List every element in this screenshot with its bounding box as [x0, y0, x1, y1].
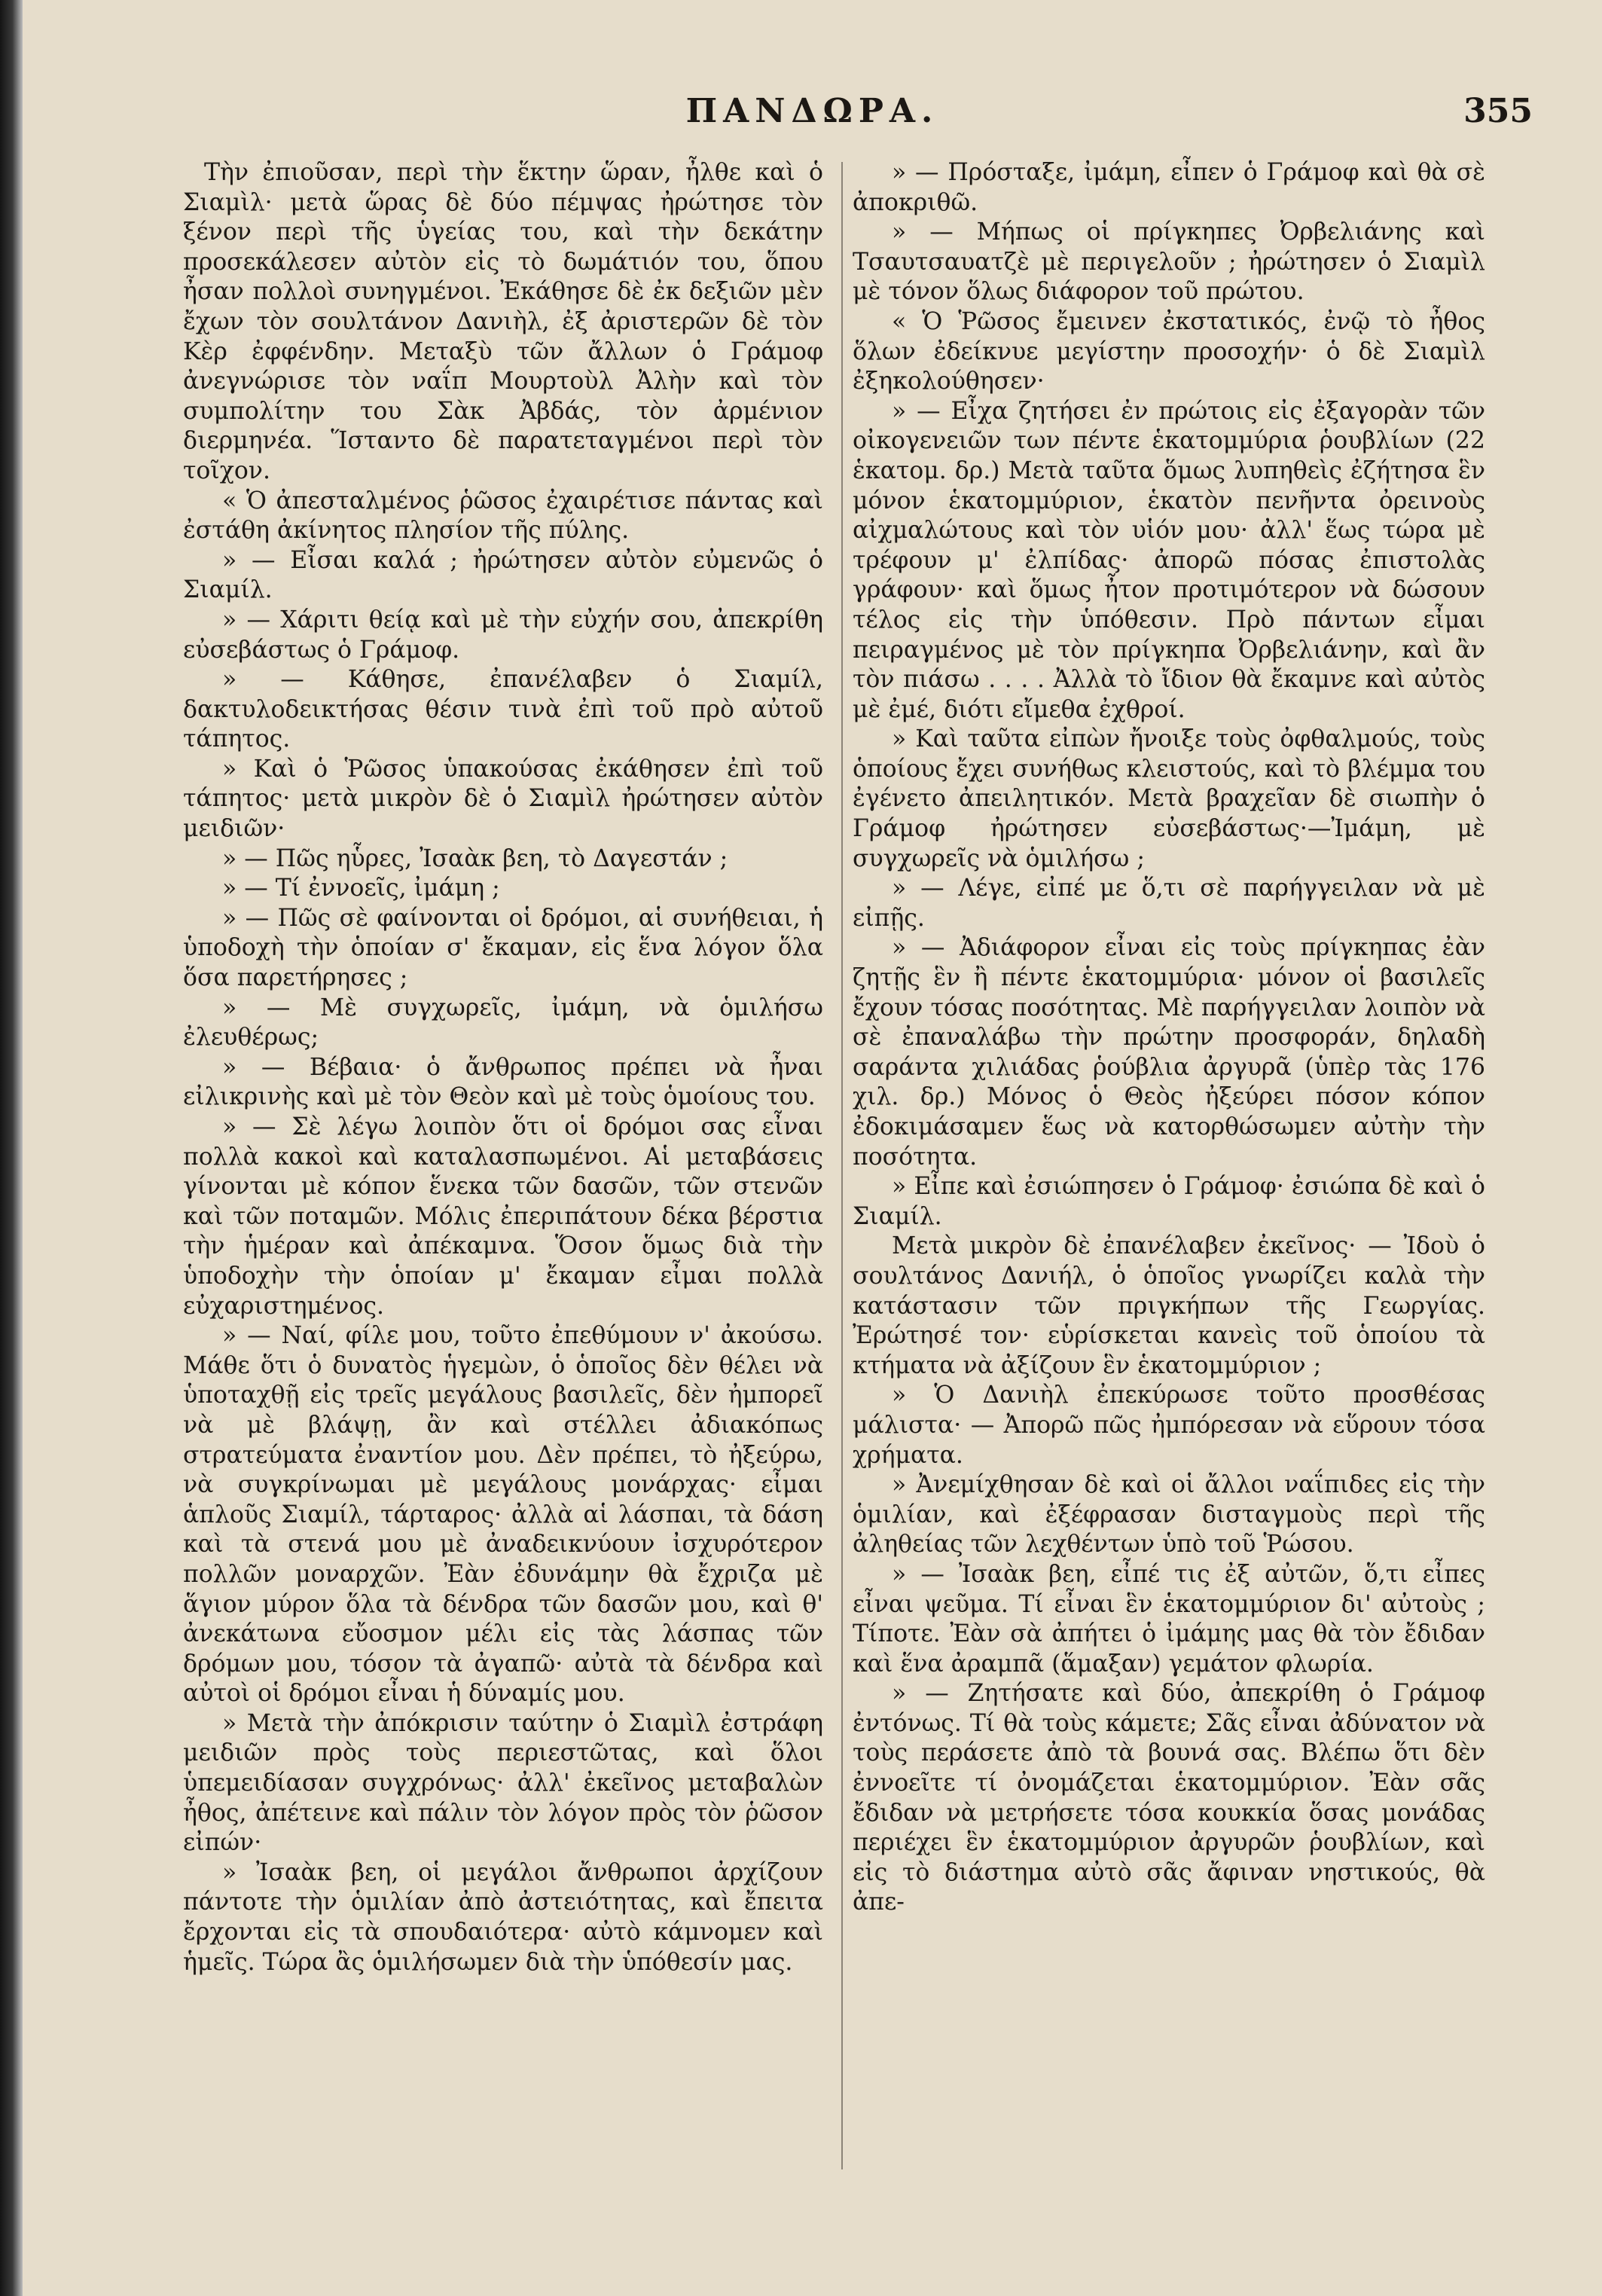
paragraph: » Ἰσαὰκ βεη, οἱ μεγάλοι ἄνθρωποι ἀρχίζουν πάντοτε τὴν ὁμιλίαν ἀπὸ ἀστειότητας, καὶ ἔπειτα ἔρχονται εἰς τὰ σπουδαιότερα· αὐτὸ κάμνομεν καὶ ἡμεῖς. Τώρα ἂς ὁμιλήσωμεν διὰ τὴν ὑπόθεσίν μας.: [183, 1858, 823, 1976]
paragraph: » — Τί ἐννοεῖς, ἰμάμη ;: [222, 875, 500, 902]
paragraph: » Εἶπε καὶ ἐσιώπησεν ὁ Γράμοφ· ἐσιώπα δὲ καὶ ὁ Σιαμίλ.: [853, 1173, 1485, 1230]
paragraph: Τὴν ἐπιοῦσαν, περὶ τὴν ἕκτην ὥραν, ἦλθε καὶ ὁ Σιαμὶλ· μετὰ ὥρας δὲ δύο πέμψας ἠρώτησε τὸν ξένον περὶ τῆς ὑγείας του, καὶ τὴν δεκάτην προσεκάλεσεν αὐτὸν εἰς τὸ δωμάτιόν του, ὅπου ἦσαν πολλοὶ συνηγμένοι. Ἐκάθησε δὲ ἐκ δεξιῶν μὲν ἔχων τὸν σουλτάνον Δανιὴλ, ἐξ ἀριστερῶν δὲ τὸν Κὲρ ἐφφένδην. Μεταξὺ τῶν ἄλλων ὁ Γράμοφ ἀνεγνώρισε τὸν ναΐπ Μουρτοὺλ Ἀλὴν καὶ τὸν συμπολίτην του Σὰκ Ἀβδάς, τὸν ἀρμένιον διερμηνέα. Ἵσταντο δὲ παρατεταγμένοι περὶ τὸν τοῖχον.: [183, 159, 823, 484]
paragraph: » — Λέγε, εἰπέ με ὅ,τι σὲ παρήγγειλαν νὰ μὲ εἰπῇς.: [853, 875, 1485, 932]
left-column: [183, 158, 823, 1977]
paragraph: » — Ζητήσατε καὶ δύο, ἀπεκρίθη ὁ Γράμοφ ἐντόνως. Τί θὰ τοὺς κάμετε; Σᾶς εἶναι ἀδύνατον νὰ τοὺς περάσετε ἀπὸ τὰ βουνά σας. Βλέπω ὅτι δὲν ἐννοεῖτε τί ὀνομάζεται ἑκατομμύριον. Ἐὰν σᾶς ἔδιδαν νὰ μετρήσετε τόσα κουκκία ὅσας μονάδας περιέχει ἓν ἑκατομμύριον ἀργυρῶν ῥουβλίων, καὶ εἰς τὸ διάστημα αὐτὸ σᾶς ἄφιναν νηστικούς, θὰ ἀπε-: [853, 1680, 1485, 1916]
paragraph: » — Μήπως οἱ πρίγκηπες Ὀρβελιάνης καὶ Τσαυτσαυατζὲ μὲ περιγελοῦν ; ἠρώτησεν ὁ Σιαμὶλ μὲ τόνον ὅλως διάφορον τοῦ πρώτου.: [853, 218, 1485, 306]
paragraph: » — Ἰσαὰκ βεη, εἶπέ τις ἐξ αὐτῶν, ὅ,τι εἶπες εἶναι ψεῦμα. Τί εἶναι ἓν ἑκατομμύριον δι' αὐτοὺς ; Τίποτε. Ἐὰν σὰ ἀπήτει ὁ ἰμάμης μας θὰ τὸν ἔδιδαν καὶ ἕνα ἀραμπᾶ (ἅμαξαν) γεμάτον φλωρία.: [853, 1560, 1485, 1678]
page-number: 355: [1463, 92, 1533, 130]
paragraph: » Ὁ Δανιὴλ ἐπεκύρωσε τοῦτο προσθέσας μάλιστα· — Ἀπορῶ πῶς ἠμπόρεσαν νὰ εὕρουν τόσα χρήματα.: [853, 1382, 1485, 1469]
paragraph: » — Ἀδιάφορον εἶναι εἰς τοὺς πρίγκηπας ἐὰν ζητῇς ἓν ἢ πέντε ἑκατομμύρια· μόνον οἱ βασιλεῖς ἔχουν τόσας ποσότητας. Μὲ παρήγγειλαν λοιπὸν νὰ σὲ ἐπαναλάβω τὴν πρώτην προσφοράν, δηλαδὴ σαράντα χιλιάδας ῥούβλια ἀργυρᾶ (ὑπὲρ τὰς 176 χιλ. δρ.) Μόνος ὁ Θεὸς ἠξεύρει πόσον κόπον ἐδοκιμάσαμεν ἕως νὰ κατορθώσωμεν αὐτὴν τὴν ποσότητα.: [853, 934, 1485, 1171]
paragraph: » — Ναί, φίλε μου, τοῦτο ἐπεθύμουν ν' ἀκούσω. Μάθε ὅτι ὁ δυνατὸς ἡγεμὼν, ὁ ὁποῖος δὲν θέλει νὰ ὑποταχθῇ εἰς τρεῖς μεγάλους βασιλεῖς, δὲν ἠμπορεῖ νὰ μὲ βλάψῃ, ἂν καὶ στέλλει ἀδιακόπως στρατεύματα ἐναντίον μου. Δὲν πρέπει, τὸ ἠξεύρω, νὰ συγκρίνωμαι μὲ μεγάλους μονάρχας· εἶμαι ἁπλοῦς Σιαμίλ, τάρταρος· ἀλλὰ αἱ λάσπαι, τὰ δάση καὶ τὰ στενά μου μὲ ἀναδεικνύουν ἰσχυρότερον πολλῶν μοναρχῶν. Ἐὰν ἐδυνάμην θὰ ἔχριζα μὲ ἅγιον μύρον ὅλα τὰ δένδρα τῶν δασῶν μου, καὶ θ' ἀνεκάτωνα εὔοσμον μέλι εἰς τὰς λάσπας τῶν δρόμων μου, τόσον τὰ ἀγαπῶ· αὐτὰ τὰ δένδρα καὶ αὐτοὶ οἱ δρόμοι εἶναι ἡ δύναμίς μου.: [183, 1322, 823, 1708]
book-binding-edge: [0, 0, 23, 2296]
column-divider: [841, 162, 843, 2169]
paragraph: « Ὁ Ῥῶσος ἔμεινεν ἐκστατικός, ἐνῷ τὸ ἦθος ὅλων ἐδείκνυε μεγίστην προσοχήν· ὁ δὲ Σιαμὶλ ἐξηκολούθησεν·: [853, 307, 1485, 395]
paragraph: » — Σὲ λέγω λοιπὸν ὅτι οἱ δρόμοι σας εἶναι πολλὰ κακοὶ καὶ καταλασπωμένοι. Αἱ μεταβάσεις γίνονται μὲ κόπον ἕνεκα τῶν δασῶν, τῶν στενῶν καὶ τῶν ποταμῶν. Μόλις ἐπεριπάτουν δέκα βέρστια τὴν ἡμέραν καὶ ἀπέκαμνα. Ὅσον ὅμως διὰ τὴν ὑποδοχὴν τὴν ὁποίαν μ' ἔκαμαν εἶμαι πολλὰ εὐχαριστημένος.: [183, 1113, 823, 1320]
paragraph: » — Βέβαια· ὁ ἄνθρωπος πρέπει νὰ ἦναι εἰλικρινὴς καὶ μὲ τὸν Θεὸν καὶ μὲ τοὺς ὁμοίους του.: [183, 1053, 823, 1111]
paragraph: » — Πῶς σὲ φαίνονται οἱ δρόμοι, αἱ συνήθειαι, ἡ ὑποδοχὴ τὴν ὁποίαν σ' ἔκαμαν, εἰς ἕνα λόγον ὅλα ὅσα παρετήρησες ;: [183, 904, 823, 992]
paragraph: « Ὁ ἀπεσταλμένος ῥῶσος ἐχαιρέτισε πάντας καὶ ἐστάθη ἀκίνητος πλησίον τῆς πύλης.: [183, 487, 823, 545]
paragraph: » — Πρόσταξε, ἰμάμη, εἶπεν ὁ Γράμοφ καὶ θὰ σὲ ἀποκριθῶ.: [853, 159, 1485, 216]
paragraph: » — Εἶχα ζητήσει ἐν πρώτοις εἰς ἐξαγορὰν τῶν οἰκογενειῶν των πέντε ἑκατομμύρια ῥουβλίων (22 ἑκατομ. δρ.) Μετὰ ταῦτα ὅμως λυπηθεὶς ἐζήτησα ἓν μόνον ἑκατομμύριον, ἑκατὸν πενῆντα ὀρεινοὺς αἰχμαλώτους καὶ τὸν υἱόν μου· ἀλλ' ἕως τώρα μὲ τρέφουν μ' ἐλπίδας· ἀπορῶ πόσας ἐπιστολὰς γράφουν· καὶ ὅμως ἦτον προτιμότερον νὰ δώσουν τέλος εἰς τὴν ὑπόθεσιν. Πρὸ πάντων εἶμαι πειραγμένος μὲ τὸν πρίγκηπα Ὀρβελιάνην, καὶ ἂν τὸν πιάσω . . . . Ἀλλὰ τὸ ἴδιον θὰ ἔκαμνε καὶ αὐτὸς μὲ ἐμέ, διότι εἴμεθα ἐχθροί.: [853, 397, 1485, 723]
paragraph: » Καὶ ὁ Ῥῶσος ὑπακούσας ἐκάθησεν ἐπὶ τοῦ τάπητος· μετὰ μικρὸν δὲ ὁ Σιαμὶλ ἠρώτησεν αὐτὸν μειδιῶν·: [183, 755, 823, 843]
right-column: [853, 158, 1485, 1918]
paragraph: » Ἀνεμίχθησαν δὲ καὶ οἱ ἄλλοι ναΐπιδες εἰς τὴν ὁμιλίαν, καὶ ἐξέφρασαν δισταγμοὺς περὶ τῆς ἀληθείας τῶν λεχθέντων ὑπὸ τοῦ Ῥώσου.: [853, 1471, 1485, 1559]
paragraph: » — Εἶσαι καλά ; ἠρώτησεν αὐτὸν εὐμενῶς ὁ Σιαμίλ.: [183, 546, 823, 604]
paragraph: » — Πῶς ηὗρες, Ἰσαὰκ βεη, τὸ Δαγεστάν ;: [222, 844, 728, 872]
paragraph: Μετὰ μικρὸν δὲ ἐπανέλαβεν ἐκεῖνος· — Ἰδοὺ ὁ σουλτάνος Δανιήλ, ὁ ὁποῖος γνωρίζει καλὰ τὴν κατάστασιν τῶν πριγκήπων τῆς Γεωργίας. Ἐρώτησέ τον· εὑρίσκεται κανεὶς τοῦ ὁποίου τὰ κτήματα νὰ ἀξίζουν ἓν ἑκατομμύριον ;: [853, 1232, 1485, 1379]
page-header: [23, 92, 1602, 137]
journal-title: ΠΑΝΔΩΡΑ.: [685, 92, 939, 130]
paragraph: » — Κάθησε, ἐπανέλαβεν ὁ Σιαμίλ, δακτυλοδεικτήσας θέσιν τινὰ ἐπὶ τοῦ πρὸ αὐτοῦ τάπητος.: [183, 666, 823, 753]
paragraph: » — Χάριτι θείᾳ καὶ μὲ τὴν εὐχήν σου, ἀπεκρίθη εὐσεβάστως ὁ Γράμοφ.: [183, 606, 823, 664]
paragraph: » Καὶ ταῦτα εἰπὼν ἤνοιξε τοὺς ὀφθαλμούς, τοὺς ὁποίους ἔχει συνήθως κλειστούς, καὶ τὸ βλέμμα του ἐγένετο ἀπειλητικόν. Μετὰ βραχεῖαν δὲ σιωπὴν ὁ Γράμοφ ἠρώτησεν εὐσεβάστως·—Ἰμάμη, μὲ συγχωρεῖς νὰ ὁμιλήσω ;: [853, 725, 1485, 872]
paragraph: » Μετὰ τὴν ἀπόκρισιν ταύτην ὁ Σιαμὶλ ἐστράφη μειδιῶν πρὸς τοὺς περιεστῶτας, καὶ ὅλοι ὑπεμειδίασαν συγχρόνως· ἀλλ' ἐκεῖνος μεταβαλὼν ἦθος, ἀπέτεινε καὶ πάλιν τὸν λόγον πρὸς τὸν ῥῶσον εἰπών·: [183, 1709, 823, 1857]
paragraph: » — Μὲ συγχωρεῖς, ἰμάμη, νὰ ὁμιλήσω ἐλευθέρως;: [183, 994, 823, 1052]
